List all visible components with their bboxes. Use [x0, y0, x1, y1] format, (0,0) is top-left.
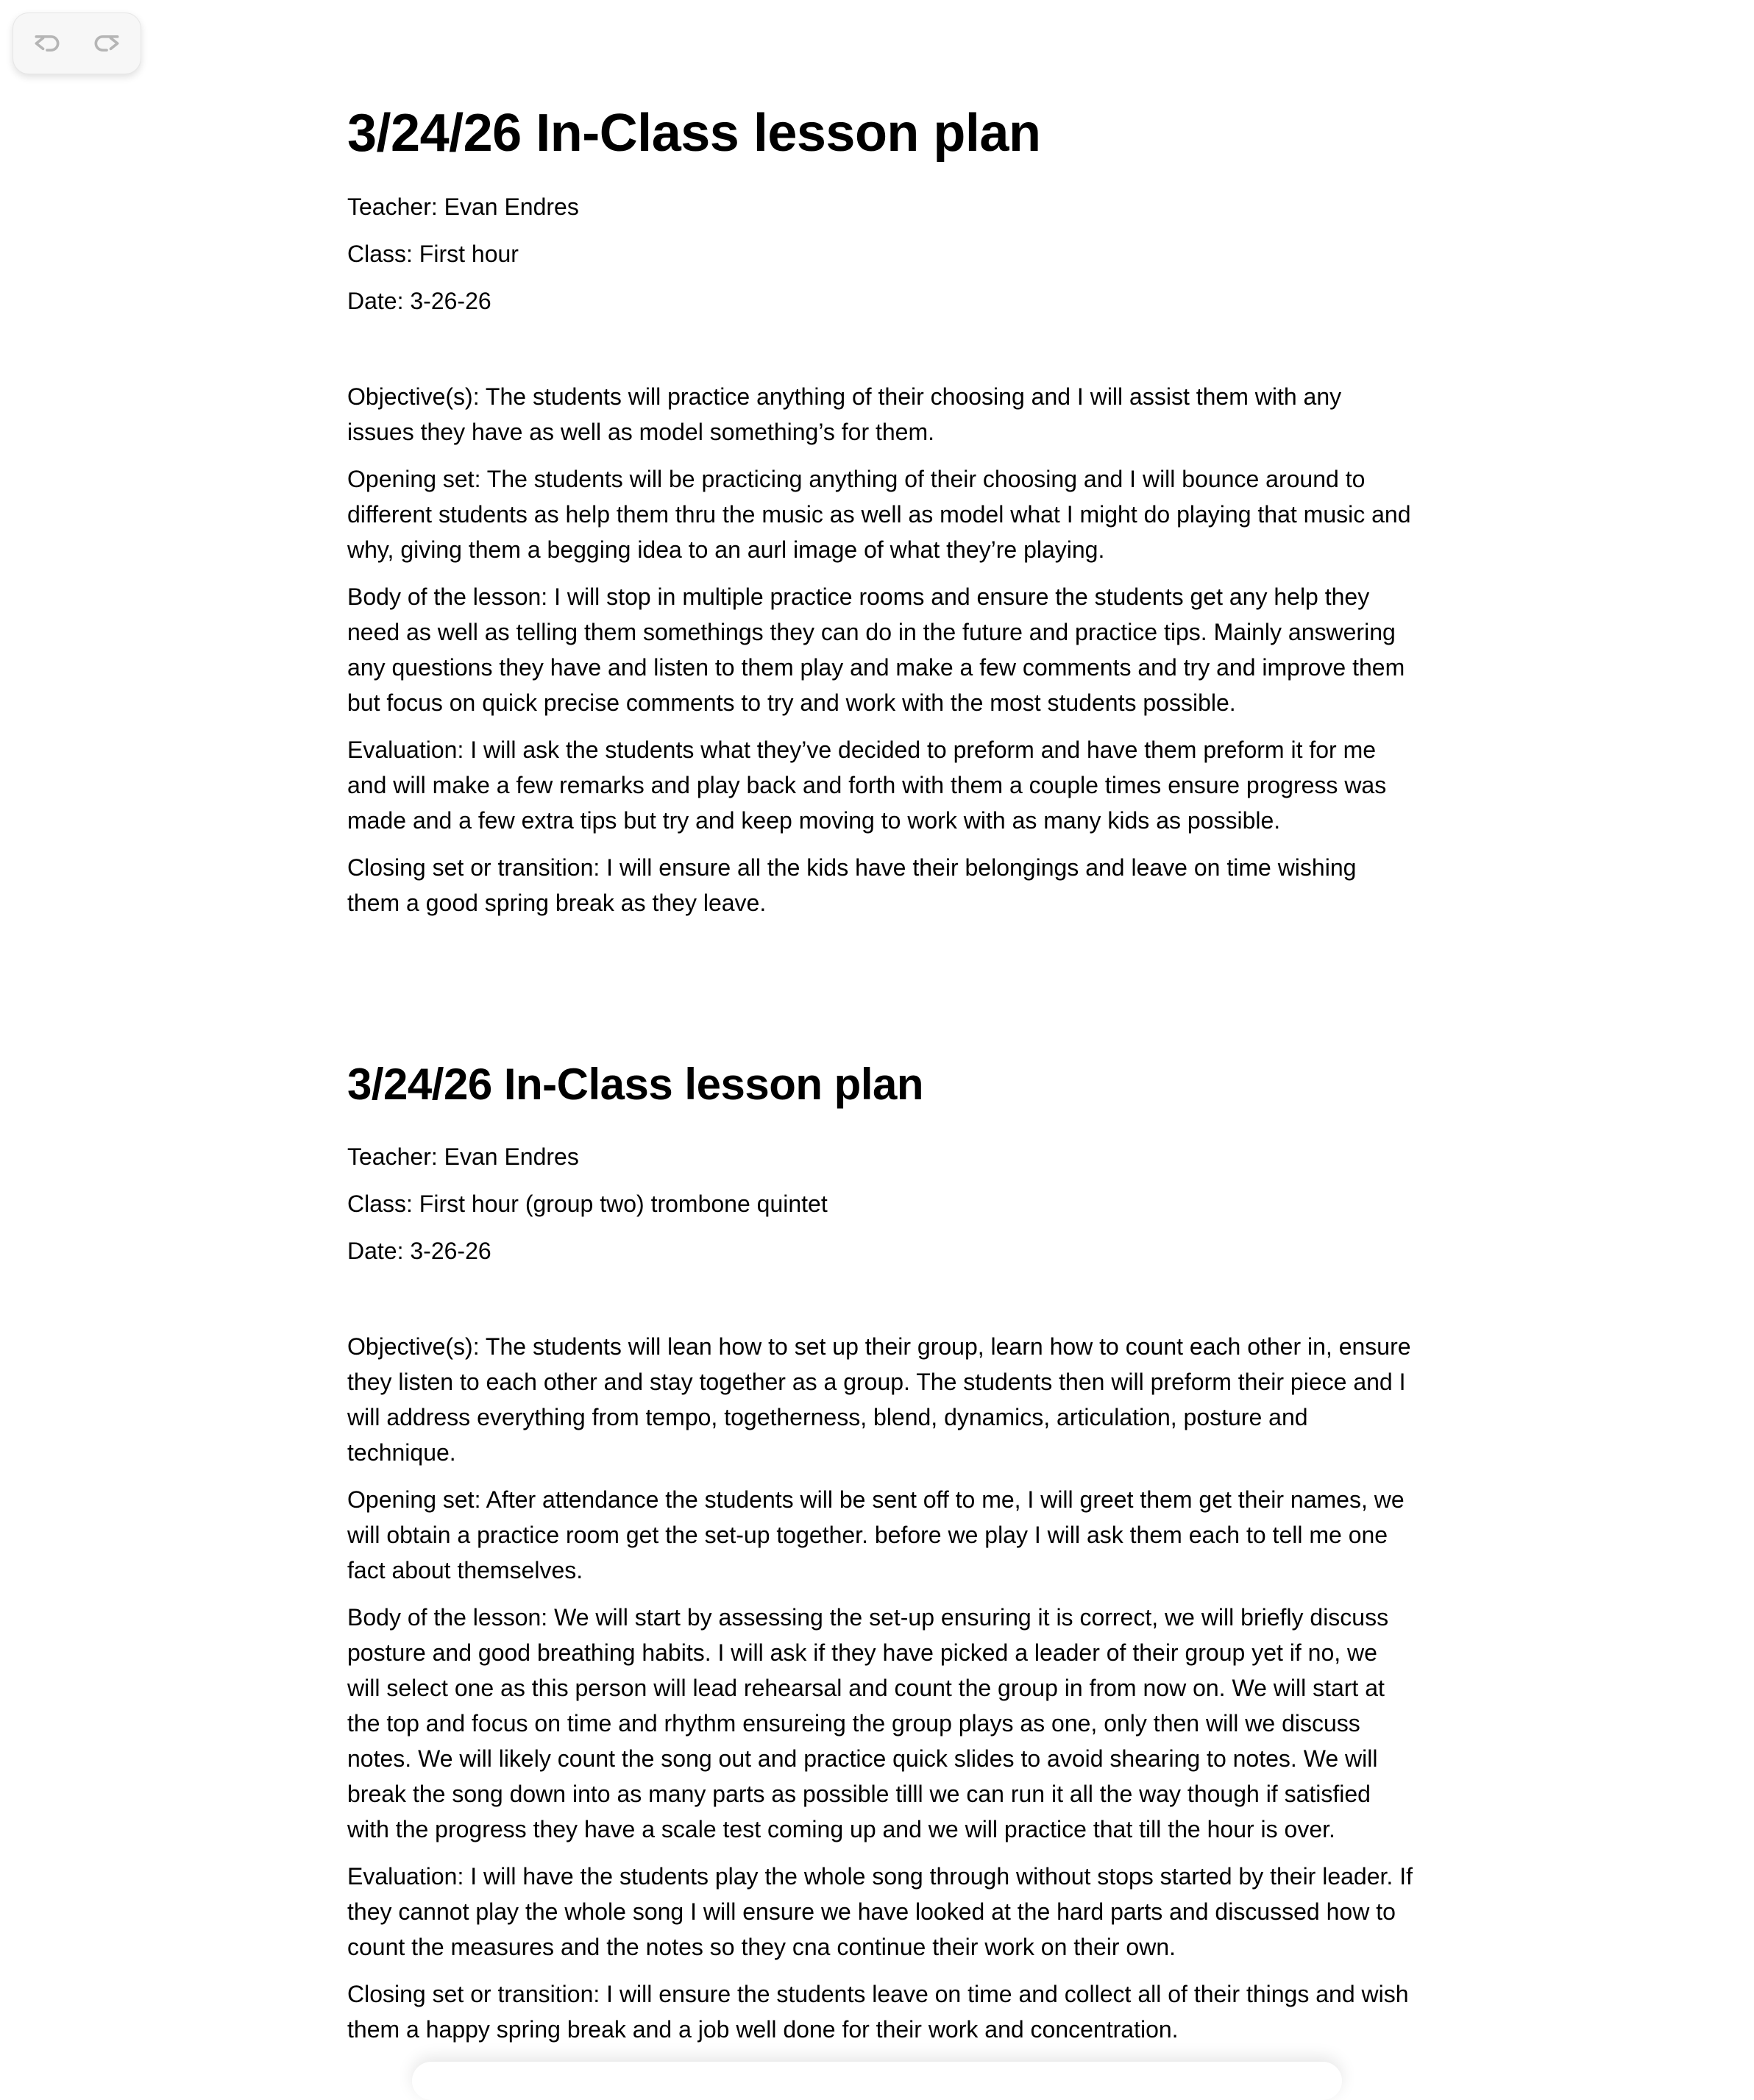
class-line: Class: First hour — [347, 240, 519, 267]
teacher-line: Teacher: Evan Endres — [347, 193, 579, 220]
lesson-body-paragraph: Body of the lesson: I will stop in multiple practice rooms and ensure the students get any help they need as well as telling them somethings they can do in the future and practice tips. Mainly answering any questions they have and listen to them play and make a few comments and try and improve them but focus on quick precise comments to try and work with the most students possible. — [347, 583, 1405, 716]
lesson-plan-title: 3/24/26 In-Class lesson plan — [347, 104, 1041, 163]
undo-button[interactable] — [24, 20, 71, 67]
undo-redo-toolbar — [13, 13, 141, 74]
objectives-paragraph: Objective(s): The students will practice anything of their choosing and I will assist them with any issues they have as well as model something’s for them. — [347, 383, 1342, 445]
lesson-plan-2 — [347, 1059, 1414, 2047]
date-line: Date: 3-26-26 — [347, 287, 491, 314]
evaluation-paragraph: Evaluation: I will ask the students what they’ve decided to preform and have them preform it for me and will make a few remarks and play back and forth with them a couple times ensure progress was made and a few extra tips but try and keep moving to work with as many kids as possible. — [347, 736, 1387, 834]
lesson-body-paragraph: Body of the lesson: We will start by assessing the set-up ensuring it is correct, we will briefly discuss posture and good breathing habits. I will ask if they have picked a leader of their group yet if no, we will select one as this person will lead rehearsal and count the group in from now on. We will start at the top and focus on time and rhythm ensureing the group plays as one, only then will we discuss notes. We will likely count the song out and practice quick slides to avoid shearing to notes. We will break the song down into as many parts as possible tilll we can run it all the way though if satisfied with the progress they have a scale test coming up and we will practice that till the hour is over. — [347, 1603, 1389, 1842]
document-body — [347, 103, 1414, 2059]
evaluation-paragraph: Evaluation: I will have the students play the whole song through without stops started by their leader. If they cannot play the whole song I will ensure we have looked at the hard parts and discussed how to count the measures and the notes so they cna continue their work on their own. — [347, 1862, 1413, 1960]
class-line: Class: First hour (group two) trombone quintet — [347, 1190, 828, 1217]
spacer — [347, 1280, 1414, 1329]
lesson-plan-1 — [347, 103, 1414, 920]
date-line: Date: 3-26-26 — [347, 1237, 491, 1264]
closing-set-paragraph: Closing set or transition: I will ensure all the kids have their belongings and leave on time wishing them a good spring break as they leave. — [347, 854, 1357, 916]
opening-set-paragraph: Opening set: The students will be practicing anything of their choosing and I will bounce around to different students as help them thru the music as well as model what I might do playing that music and why, giving them a begging idea to an aurl image of what they’re playing. — [347, 465, 1411, 563]
objectives-paragraph: Objective(s): The students will lean how to set up their group, learn how to count each other in, ensure they listen to each other and stay together as a group. The students then will preform their piece and I will address everything from tempo, togetherness, blend, dynamics, articulation, posture and technique. — [347, 1333, 1411, 1466]
teacher-line: Teacher: Evan Endres — [347, 1143, 579, 1170]
opening-set-paragraph: Opening set: After attendance the students will be sent off to me, I will greet them get their names, we will obtain a practice room get the set-up together. before we play I will ask them each to tell me one fact about themselves. — [347, 1486, 1405, 1583]
redo-button[interactable] — [83, 20, 130, 67]
bottom-panel-edge — [412, 2062, 1342, 2100]
spacer — [347, 330, 1414, 379]
closing-set-paragraph: Closing set or transition: I will ensure the students leave on time and collect all of their things and wish them a happy spring break and a job well done for their work and concentration. — [347, 1980, 1409, 2043]
section-spacer — [347, 932, 1414, 1059]
undo-arrow-icon — [31, 27, 63, 60]
redo-arrow-icon — [90, 27, 123, 60]
lesson-plan-title: 3/24/26 In-Class lesson plan — [347, 1059, 924, 1109]
